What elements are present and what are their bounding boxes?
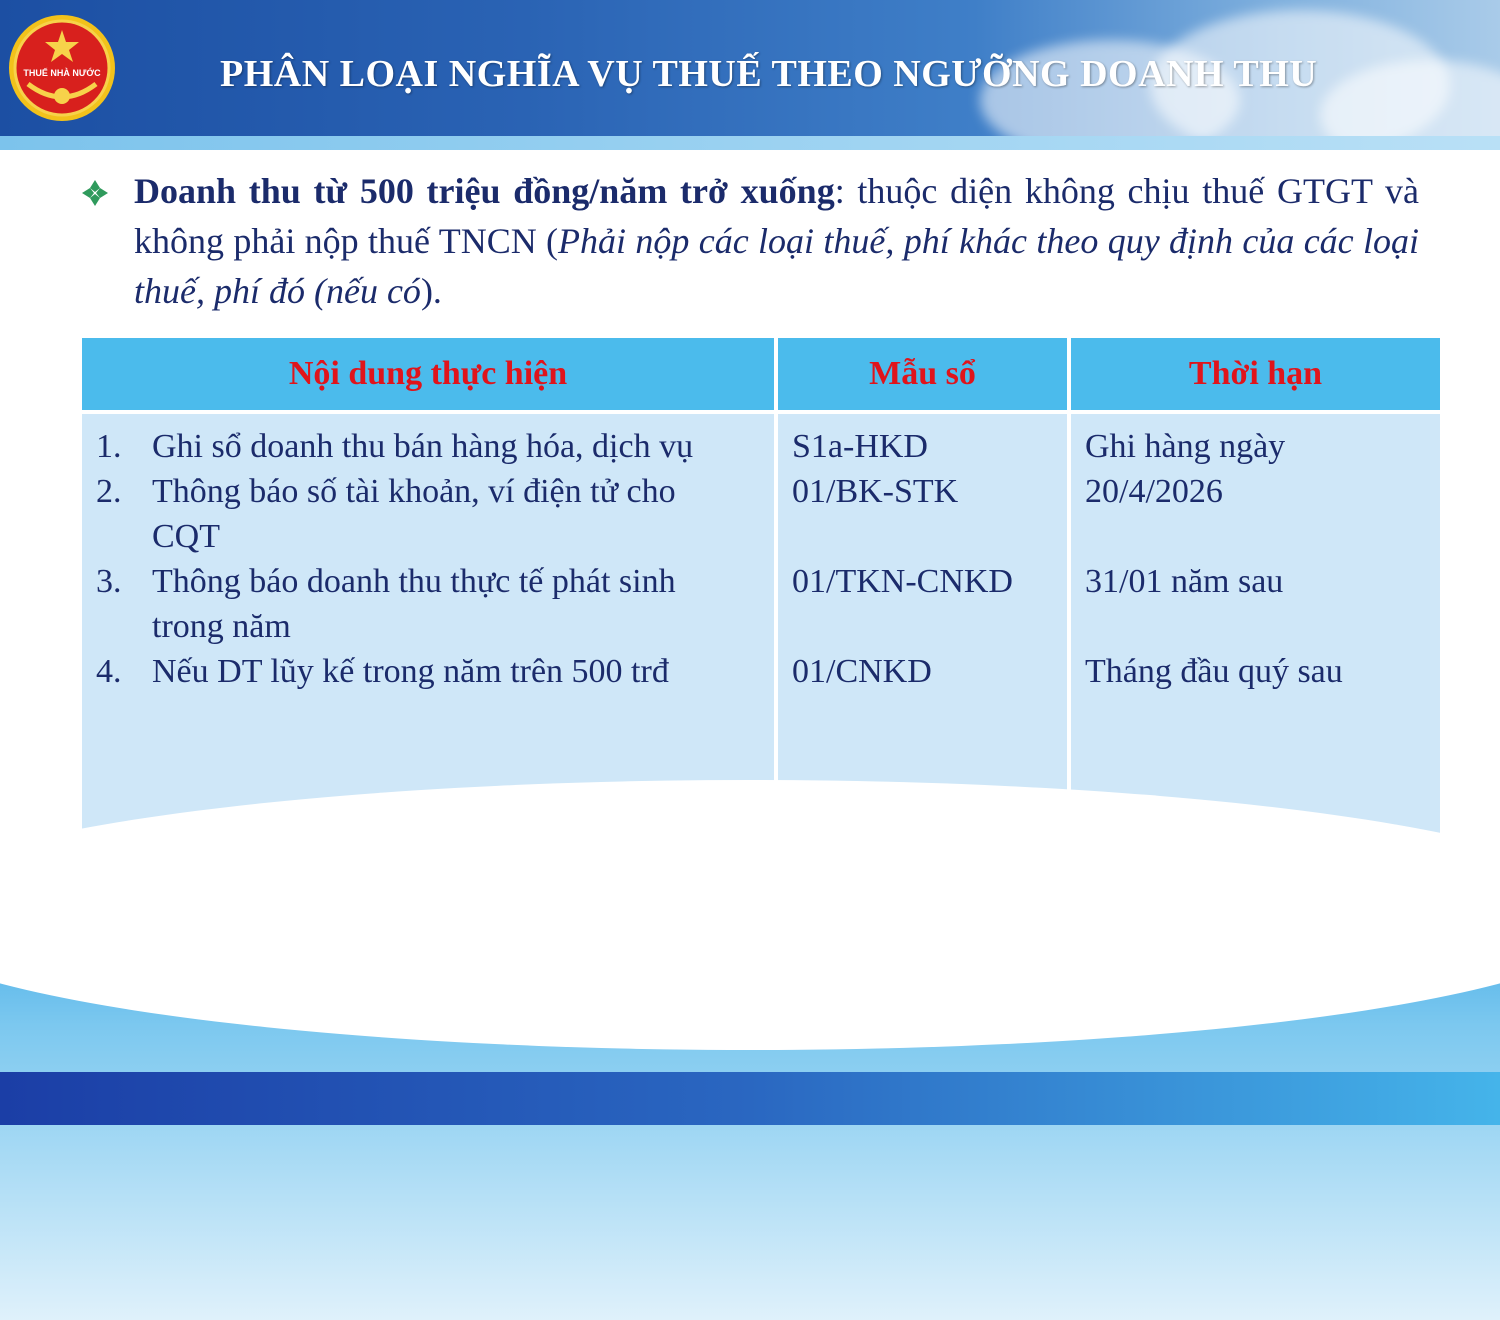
bottom-bar [0,1072,1500,1125]
diamond-bullet-icon [80,178,110,208]
row-number: 3. [96,563,122,600]
intro-italic: Phải nộp các loại thuế, phí khác theo quy định của các loại thuế, phí đó (nếu có [134,221,1420,311]
body-cell-form [778,414,1067,836]
bottom-wave-mask [0,780,1500,1050]
intro-lead: Doanh thu từ 500 triệu đồng/năm trở xuống [134,171,835,211]
body-cell-content [82,414,774,836]
row-number: 4. [96,653,122,690]
row-content: Thông báo doanh thu thực tế phát sinh trong năm [152,563,676,645]
intro-tail: ). [420,271,442,311]
deadline: 20/4/2026 [1085,473,1223,510]
row-number: 2. [96,473,122,510]
header-cell-form: Mẫu sổ [778,338,1067,410]
intro-paragraph [134,166,1419,316]
body-cell-deadline [1071,414,1440,836]
form-code: S1a-HKD [792,428,928,465]
obligations-table [82,338,1440,836]
page-title: PHÂN LOẠI NGHĨA VỤ THUẾ THEO NGƯỠNG DOANH THU [220,53,1318,95]
deadline: Tháng đầu quý sau [1085,653,1343,690]
row-number: 1. [96,428,122,465]
form-code: 01/BK-STK [792,473,959,510]
header-strip [0,136,1500,150]
emblem-text: THUẾ NHÀ NƯỚC [23,68,101,78]
form-code: 01/CNKD [792,653,932,690]
intro-body: : thuộc diện không chịu thuế GTGT và không phải nộp thuế TNCN ( [134,171,1419,261]
header-cell-content: Nội dung thực hiện [82,338,774,410]
row-content: Thông báo số tài khoản, ví điện tử cho CQT [152,473,676,555]
form-code: 01/TKN-CNKD [792,563,1013,600]
national-emblem-icon [8,14,116,122]
deadline: 31/01 năm sau [1085,563,1284,600]
header-cell-deadline: Thời hạn [1071,338,1440,410]
row-content: Ghi sổ doanh thu bán hàng hóa, dịch vụ [152,428,694,465]
deadline: Ghi hàng ngày [1085,428,1286,465]
row-content: Nếu DT lũy kế trong năm trên 500 trđ [152,653,669,690]
